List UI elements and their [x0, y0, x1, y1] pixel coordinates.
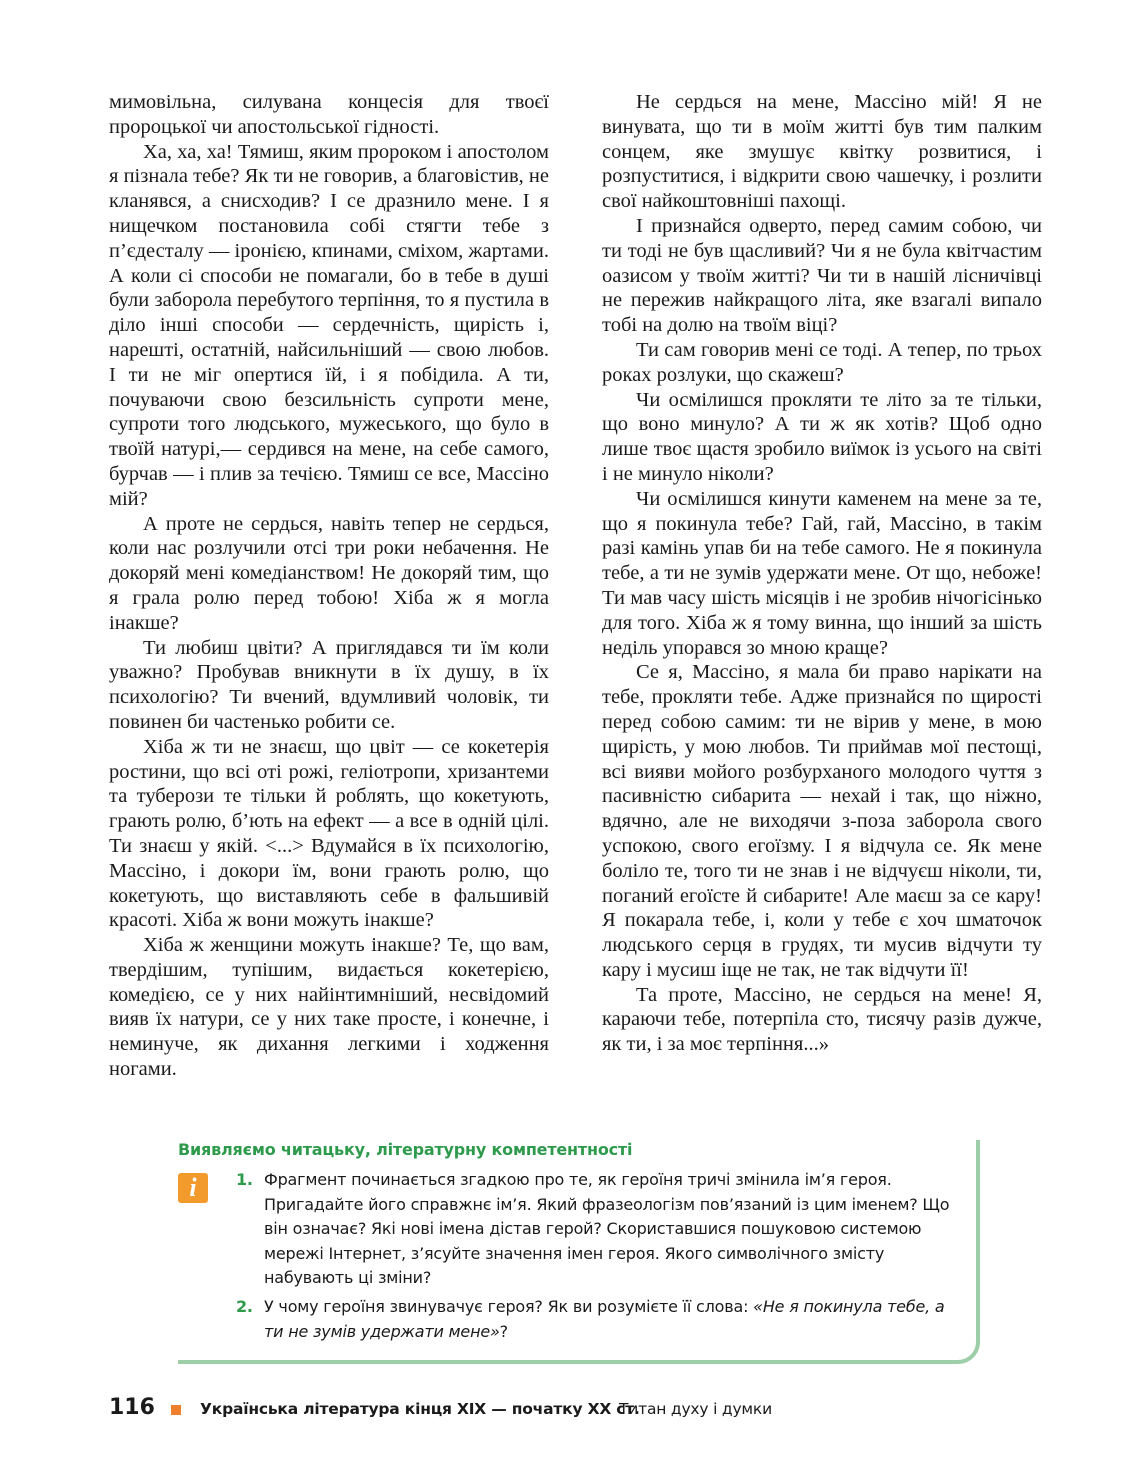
tasks-bottom-border: [178, 1360, 950, 1364]
paragraph: Ти любиш цвіти? А приглядався ти їм коли уважно? Пробував вникнути в їх душу, в їх психологію? Ти вчений, вдумливий чоловік, ти повинен би частенько робити се.: [109, 636, 549, 733]
task-quote: «Не я покинула тебе, а ти не зумів удержати мене»: [264, 1297, 945, 1341]
footer-square-icon: [171, 1405, 181, 1415]
paragraph: Хіба ж женщини можуть інакше? Те, що вам, твердішим, тупішим, видається кокетерією, комедією, се у них найінтимніший, несвідомий вияв їх натури, се у них таке просте, і конечне, і неминуче, як дихання легкими і ходження ногами.: [109, 934, 549, 1081]
paragraph: мимовільна, силувана концесія для твоєї пророцької чи апостольської гідності.: [109, 91, 549, 138]
paragraph: А проте не сердься, навіть тепер не сердься, коли нас розлучили отсі три роки небачення. Не докоряй мені комедіанством! Не докоряй тим, що я грала ролю перед тобою! Хіба ж я могла інакше?: [109, 512, 549, 634]
task-item: [236, 1168, 954, 1291]
page-footer: [109, 1395, 1009, 1425]
paragraph: Ха, ха, ха! Тямиш, яким пророком і апостолом я пізнала тебе? Як ти не говорив, а благовістив, не кланявся, а снисходив? І се дразнило мене. І я нищечком постановила собі стягти тебе з п’єдесталу — іронією, кпинами, сміхом, жартами. А коли сі способи не помагали, бо в тебе в душі були заборола перебутого терпіння, то я пустила в діло інші способи — сердечність, щирість і, нарешті, остатній, найсильніший — свою любов. І ти не міг опертися їй, і я побідила. А ти, почуваючи свою безсильність супроти мене, супроти того людського, мужеського, що було в твоїй натурі,— сердився на мене, на себе самого, бурчав — і плив за течією. Тямиш се все, Массіно мій?: [109, 140, 549, 510]
tasks-box: [178, 1140, 980, 1364]
paragraph: Не сердься на мене, Массіно мій! Я не винувата, що ти в моїм житті був тим палким сонцем, яке змушує квітку розвитися, і розпуститися, і відкрити свою чашечку, і розлити свої найкоштовніші пахощі.: [602, 91, 1042, 213]
paragraph: Чи осмілишся прокляти те літо за те тільки, що воно минуло? А ти ж як хотів? Щоб одно лише твоє щастя зробило виїмок із усього на світі і не минуло ніколи?: [602, 388, 1042, 485]
task-text: Фрагмент починається згадкою про те, як героїня тричі змінила ім’я героя. Пригадайте його справжнє ім’я. Який фразеологізм пов’язаний із цим іменем? Що він означає? Які нові імена дістав герой? Скориставшися пошуковою системою мережі Інтернет, з’ясуйте значення імен героя. Якого символічного змісту набувають ці зміни?: [264, 1170, 950, 1287]
paragraph: Се я, Массіно, я мала би право нарікати на тебе, прокляти тебе. Адже признайся по щирості перед собою самим: ти не вірив у мене, в мою щирість, у мою любов. Ти приймав мої пестощі, всі вияви мойого розбурханого молодого чуття з пасивністю сибарита — нехай і так, що ніжно, вдячно, але не виходячи з-поза заборола свого успокою, свого егоїзму. І я відчула се. Як мене боліло те, того ти не знав і не відчуєш ніколи, ти, поганий егоїсте й сибарите! Але маєш за се кару! Я покарала тебе, і, коли у тебе є хоч шматочок людського серця в грудях, ти мусив відчути ту кару і мусиш іще не так, не так відчути її!: [602, 661, 1042, 981]
tasks-heading: Виявляємо читацьку, літературну компетентності: [178, 1140, 633, 1159]
paragraph: Хіба ж ти не знаєш, що цвіт — се кокетерія ростини, що всі оті рожі, геліотропи, хризантеми та туберози те тільки й роблять, що кокетують, грають ролю, б’ють на ефект — а все в одній цілі. Ти знаєш у якій. <...> Вдумайся в їх психологію, Массіно, і докори їм, вони грають ролю, що кокетують, що виставляють себе в фальшивій красоті. Хіба ж вони можуть інакше?: [109, 735, 549, 932]
page-number: 116: [109, 1395, 155, 1420]
task-number: 2.: [236, 1297, 253, 1316]
paragraph: Чи осмілишся кинути каменем на мене за те, що я покинула тебе? Гай, гай, Массіно, в такім разі камінь упав би на тебе самого. Не я покинула тебе, а ти не зумів удержати мене. От що, небоже! Ти мав часу шість місяців і не зробив нічогісінько для того. Хіба ж я тому винна, що інший за шість неділь упорався зо мною краще?: [602, 487, 1042, 659]
right-text-column: [602, 90, 1042, 1057]
task-text-wrapper: [264, 1295, 954, 1344]
paragraph: Та проте, Массіно, не сердься на мене! Я, караючи тебе, потерпіла сто, тисячу разів дужче, як ти, і за моє терпіння...»: [602, 983, 1042, 1056]
task-number: 1.: [236, 1170, 253, 1189]
footer-book-title: Українська література кінця XIX — початку XX ст.: [200, 1400, 640, 1418]
task-text-end: ?: [499, 1321, 508, 1341]
footer-section-title: Титан духу і думки: [619, 1400, 772, 1418]
paragraph: І признайся одверто, перед самим собою, чи ти тоді не був щасливий? Чи я не була квітчастим оазисом у твоїм житті? Чи ти в нашій лісничівці не пережив найкращого літа, яке взагалі випало тобі на долю на твоїм віці?: [602, 214, 1042, 337]
info-icon: i: [178, 1173, 208, 1203]
task-text: У чому героїня звинувачує героя? Як ви розумієте її слова:: [264, 1297, 754, 1316]
paragraph: Ти сам говорив мені се тоді. А тепер, по трьох роках розлуки, що скажеш?: [602, 338, 1042, 386]
task-item: [236, 1295, 954, 1344]
left-text-column: [109, 90, 549, 1082]
